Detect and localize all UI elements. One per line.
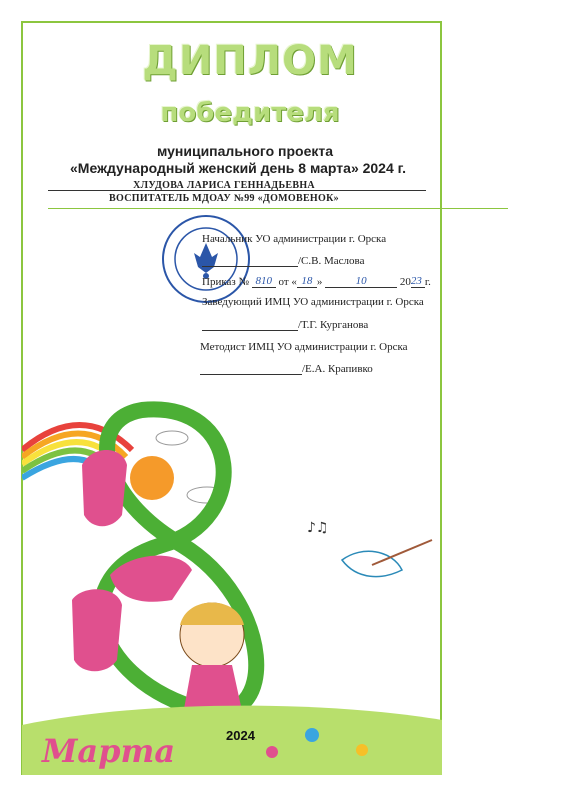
order-number: 810 [252, 275, 276, 288]
order-prefix: Приказ № [202, 276, 249, 288]
head-title: Начальник УО администрации г. Орска [202, 233, 387, 245]
head-signature-line [202, 254, 364, 267]
order-mid: » [316, 276, 323, 288]
methodist-name: /Е.А. Крапивко [302, 363, 373, 375]
deputy-title: Заведующий ИМЦ УО администрации г. Орска [202, 296, 424, 308]
sun [130, 456, 174, 500]
cloud [156, 431, 188, 445]
order-from: от « [278, 276, 297, 288]
tulip [82, 450, 127, 526]
march-8-illustration [22, 380, 442, 775]
order-month: 10 [325, 275, 397, 288]
flower [305, 728, 319, 742]
diploma-year: 2024 [226, 728, 255, 743]
diploma-subtitle: победителя [160, 98, 340, 128]
tulip [72, 589, 122, 671]
music-notes: ♪♫ [307, 520, 329, 536]
recipient-position: ВОСПИТАТЕЛЬ МДОАУ №99 «ДОМОВЕНОК» [109, 193, 339, 204]
divider-line [48, 208, 508, 209]
project-line-1: муниципального проекта [156, 143, 334, 159]
recipient-name: ХЛУДОВА ЛАРИСА ГЕННАДЬЕВНА [133, 180, 315, 191]
diploma-title: ДИПЛОМ [142, 38, 358, 84]
order-line [202, 275, 431, 288]
marta-caption: Марта [42, 732, 176, 770]
flower [266, 746, 278, 758]
order-year-prefix: 20 [399, 276, 411, 288]
methodist-signature-line [200, 362, 373, 375]
signature-scribble [202, 318, 298, 331]
signature-scribble [200, 362, 302, 375]
project-line-2: «Международный женский день 8 марта» 2024 г. [70, 160, 406, 176]
order-year: 23 [411, 275, 425, 288]
deputy-signature-line [202, 318, 368, 331]
deputy-name: /Т.Г. Курганова [298, 319, 369, 331]
head-name: /С.В. Маслова [298, 255, 365, 267]
flower [356, 744, 368, 756]
methodist-title: Методист ИМЦ УО администрации г. Орска [200, 341, 408, 353]
order-day: 18 [297, 275, 317, 288]
signature-scribble [202, 254, 298, 267]
order-suffix: г. [424, 276, 431, 288]
